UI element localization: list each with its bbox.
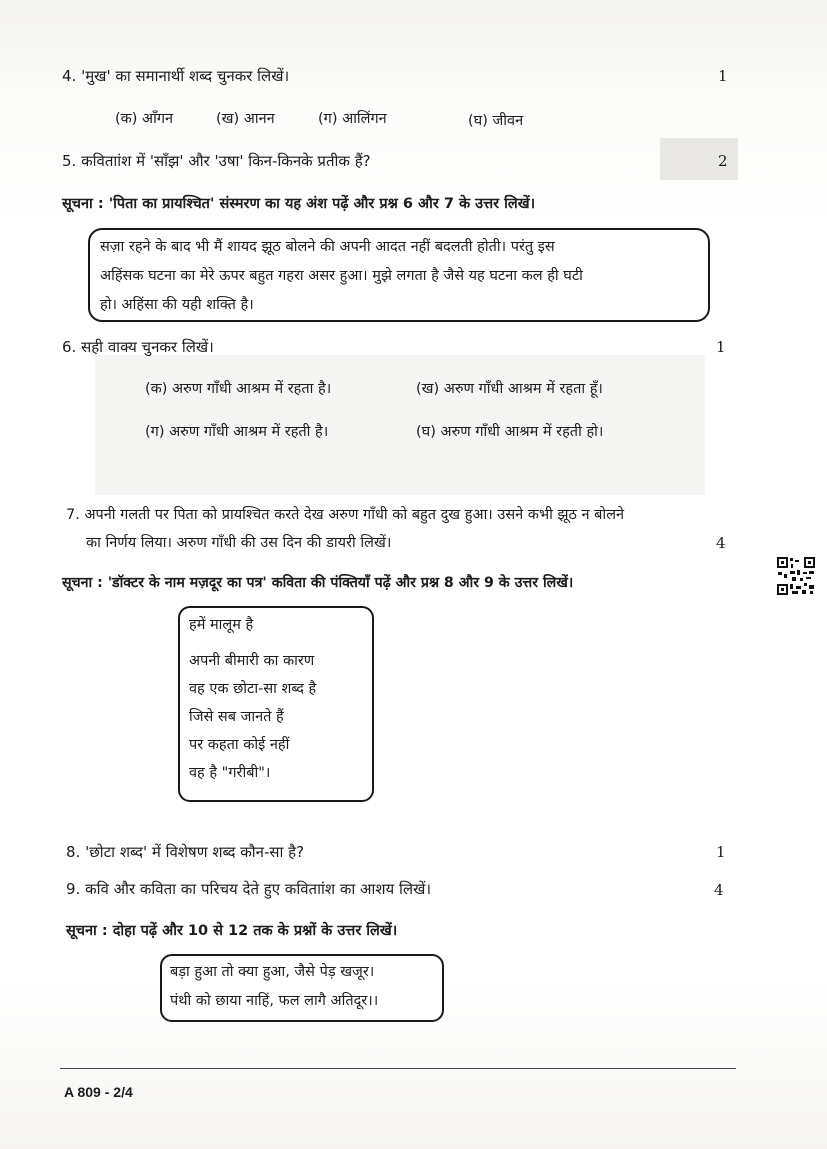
question-4-marks: 1 [718,67,728,85]
question-5-marks: 2 [718,152,728,170]
passage-line-3: हो। अहिंसा की यही शक्ति है। [100,297,254,313]
footer-page-code: A 809 - 2/4 [64,1084,133,1100]
question-7-line-2: का निर्णय लिया। अरुण गाँधी की उस दिन की डायरी लिखें। [86,535,392,551]
question-4-option-b: (ख) आनन [216,111,275,127]
footer-divider [60,1068,736,1069]
notice-passage: सूचना : 'पिता का प्रायश्चित' संस्मरण का यह अंश पढ़ें और प्रश्न 6 और 7 के उत्तर लिखें। [62,196,536,212]
question-6-option-d: (घ) अरुण गाँधी आश्रम में रहती हो। [416,424,604,440]
poem-box [178,606,374,802]
passage-line-2: अहिंसक घटना का मेरे ऊपर बहुत गहरा असर हुआ। मुझे लगता है जैसे यह घटना कल ही घटी [100,268,583,284]
poem-line-6: वह है "गरीबी"। [189,765,271,781]
question-6-option-a: (क) अरुण गाँधी आश्रम में रहता है। [145,381,332,397]
question-6: 6. सही वाक्य चुनकर लिखें। [62,338,214,356]
question-6-marks: 1 [716,338,726,356]
notice-doha: सूचना : दोहा पढ़ें और 10 से 12 तक के प्रश्नों के उत्तर लिखें। [66,923,398,939]
notice-poem: सूचना : 'डॉक्टर के नाम मज़दूर का पत्र' कविता की पंक्तियाँ पढ़ें और प्रश्न 8 और 9 के उत्तर लिखें। [62,575,574,591]
question-4-option-d: (घ) जीवन [468,113,524,129]
question-6-option-b: (ख) अरुण गाँधी आश्रम में रहता हूँ। [416,381,603,397]
poem-line-1: हमें मालूम है [189,617,254,633]
question-4: 4. 'मुख' का समानार्थी शब्द चुनकर लिखें। [62,67,290,85]
question-4-option-a: (क) आँगन [115,111,174,127]
question-4-option-c: (ग) आलिंगन [318,111,387,127]
question-8: 8. 'छोटा शब्द' में विशेषण शब्द कौन-सा है? [66,843,305,861]
passage-line-1: सज़ा रहने के बाद भी मैं शायद झूठ बोलने की अपनी आदत नहीं बदलती होती। परंतु इस [100,239,555,255]
poem-line-5: पर कहता कोई नहीं [189,737,290,753]
question-9: 9. कवि और कविता का परिचय देते हुए कविताांश का आशय लिखें। [66,880,432,898]
question-5: 5. कविताांश में 'साँझ' और 'उषा' किन-किनके प्रतीक हैं? [62,152,371,170]
passage-box [88,228,710,322]
doha-line-2: पंथी को छाया नाहिं, फल लागै अतिदूर।। [170,993,379,1009]
question-8-marks: 1 [716,843,726,861]
poem-line-2: अपनी बीमारी का कारण [189,653,315,669]
question-7-line-1: 7. अपनी गलती पर पिता को प्रायश्चित करते देख अरुण गाँधी को बहुत दुख हुआ। उसने कभी झूठ न बोलने [66,507,625,523]
doha-line-1: बड़ा हुआ तो क्या हुआ, जैसे पेड़ खजूर। [170,964,375,980]
question-7-marks: 4 [716,534,726,552]
poem-line-3: वह एक छोटा-सा शब्द है [189,681,317,697]
doha-box [160,954,444,1022]
qr-code-icon [776,556,816,596]
poem-line-4: जिसे सब जानते हैं [189,709,284,725]
question-9-marks: 4 [714,881,724,899]
question-6-option-c: (ग) अरुण गाँधी आश्रम में रहती है। [145,424,329,440]
